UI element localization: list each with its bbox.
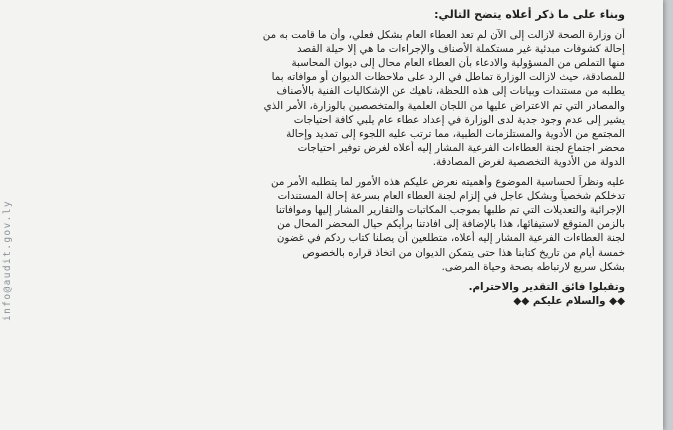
paragraph-line: يطلبه من مستندات وبيانات إلى هذه اللحظة، ناهيك عن الإشكاليات الفنية بالأصناف: [276, 85, 625, 98]
side-email-text: info@audit.gov.ly: [2, 199, 13, 321]
paragraph-line: تدخلكم شخصياً وبشكل عاجل في إلزام لجنة العطاء العام بسرعة إحالة المستندات: [277, 190, 625, 203]
heading: وبناء على ما ذكر أعلاه يتضح التالي:: [434, 8, 625, 21]
paragraph-line: لجنة العطاءات الفرعية المشار إليه أعلاه، متطلعين أن يصلنا كتاب ردكم في غضون: [276, 232, 625, 245]
paragraph-line: عليه ونظراً لحساسية الموضوع وأهميته نعرض عليكم هذه الأمور لما يتطلبه الأمر من: [271, 176, 625, 189]
paragraph-1: [40, 28, 625, 169]
paragraph-line: بشكل سريع لارتباطه بصحة وحياة المرضى.: [441, 260, 625, 273]
paragraph-line: والمصادر التي تم الاعتراض عليها من اللجان العلمية والمتخصصين بالوزارة، الأمر الذي: [263, 99, 625, 112]
paragraph-line: بالزمن المتوقع لاستيفائها، هذا بالإضافة إلى افادتنا برأيكم حيال المحضر المحال من: [277, 218, 625, 231]
closing: [40, 280, 625, 308]
paragraph-line: المجتمع من الأدوية والمستلزمات الطبية، مما ترتب عليه اللجوء إلى تمديد وإحالة: [286, 127, 625, 140]
paragraph-line: خمسة أيام من تاريخ كتابنا هذا حتى يتمكن الديوان من اتخاذ قراره بالخصوص: [302, 246, 625, 259]
paragraph-line: للمصادقة، حيث لازالت الوزارة تماطل في الرد على ملاحظات الديوان أو موافاته بما: [271, 71, 625, 84]
closing-salutation: ◆◆ والسلام عليكم ◆◆: [513, 294, 625, 307]
paragraph-line: منها التملص من المسؤولية والادعاء بأن العطاء العام محال إلى ديوان المحاسبة: [291, 57, 625, 70]
paragraph-line: محضر اجتماع لجنة العطاءات الفرعية المشار إليه أعلاه لغرض توفير احتياجات: [297, 141, 625, 154]
closing-regards: وتقبلوا فائق التقدير والاحترام.: [468, 280, 625, 293]
paragraph-line: الدولة من الأدوية التخصصية لغرض المصادقة.: [432, 155, 625, 168]
paragraph-line: أن وزارة الصحة لازالت إلى الآن لم تعد العطاء العام بشكل فعلي، وأن ما قامت به من: [262, 29, 625, 42]
letter-body: [40, 8, 625, 308]
paragraph-2: [40, 175, 625, 274]
paragraph-line: الإجرائية والتعديلات التي تم طلبها بموجب المكاتبات والتقارير المشار إليها وموافاتنا: [275, 204, 625, 217]
paragraph-line: إحالة كشوفات مبدئية غير مستكملة الأصناف والإجراءات ما هي إلا حيلة القصد: [296, 43, 625, 56]
paragraph-line: يشير إلى عدم وجود جدية لدى الوزارة في إعداد عطاء عام يلبي كافة احتياجات: [293, 113, 625, 126]
